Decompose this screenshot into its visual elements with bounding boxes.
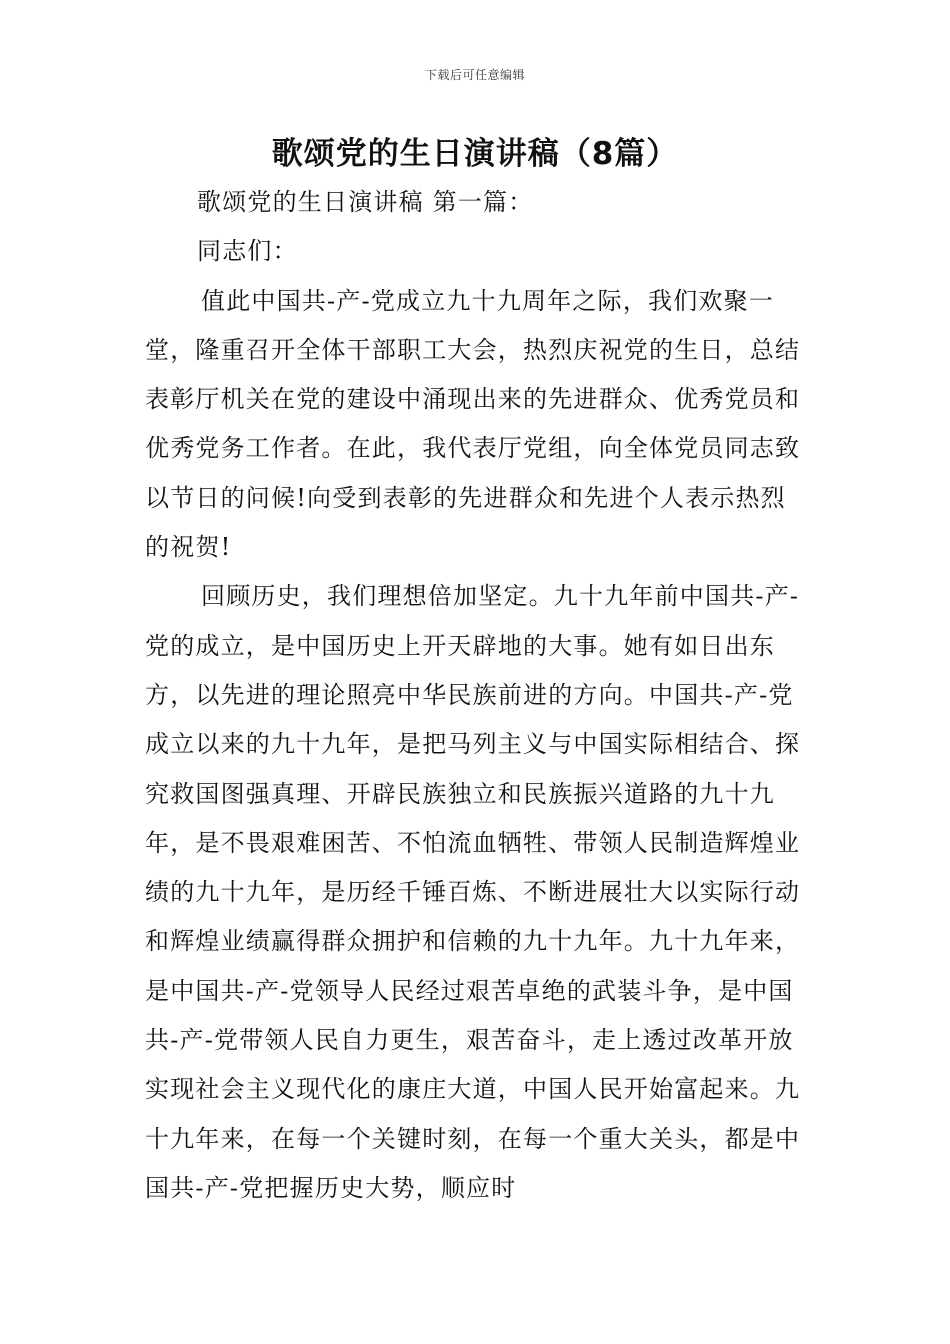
- salutation: 同志们：: [197, 237, 298, 266]
- page-title: 歌颂党的生日演讲稿（8篇）: [271, 136, 679, 172]
- header-note: 下载后可任意编辑: [424, 68, 525, 82]
- paragraph-1: 值此中国共-产-党成立九十九周年之际，我们欢聚一堂，隆重召开全体干部职工大会，热烈庆祝党的生日，总结表彰厅机关在党的建设中涌现出来的先进群众、优秀党员和优秀党务工作者。在此，我代表厅党组，向全体党员同志致以节日的问候!向受到表彰的先进群众和先进个人表示热烈的祝贺!: [145, 286, 801, 562]
- document-body: [145, 178, 805, 1213]
- speech-subtitle: 歌颂党的生日演讲稿 第一篇：: [197, 188, 534, 216]
- paragraph-2: 回顾历史，我们理想倍加坚定。九十九年前中国共-产-党的成立，是中国历史上开天辟地的大事。她有如日出东方，以先进的理论照亮中华民族前进的方向。中国共-产-党成立以来的九十九年，是把马列主义与中国实际相结合、探究救国图强真理、开辟民族独立和民族振兴道路的九十九年，是不畏艰难困苦、不怕流血牺牲、带领人民制造辉煌业绩的九十九年，是历经千锤百炼、不断进展壮大以实际行动和辉煌业绩赢得群众拥护和信赖的九十九年。九十九年来，是中国共-产-党领导人民经过艰苦卓绝的武装斗争，是中国共-产-党带领人民自力更生，艰苦奋斗，走上透过改革开放实现社会主义现代化的康庄大道，中国人民开始富起来。九十九年来，在每一个关键时刻，在每一个重大关头，都是中国共-产-党把握历史大势，顺应时: [145, 582, 801, 1202]
